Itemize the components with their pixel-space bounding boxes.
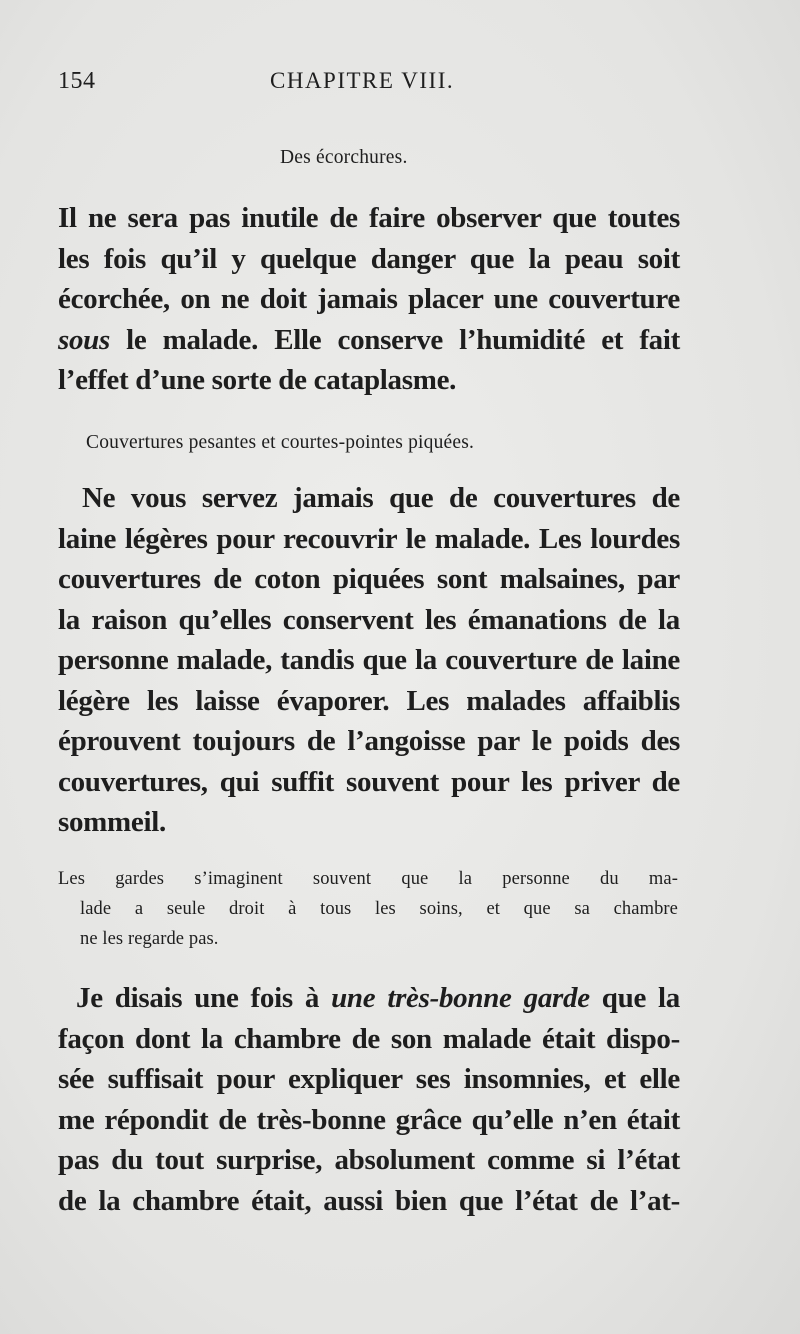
heading-line: lade a seule droit à tous les soins, et que sa chambre: [80, 899, 678, 919]
text-line: me répondit de très-bonne grâce qu’elle n’en était: [58, 1103, 680, 1136]
text-line: [58, 978, 680, 1019]
text-line: Ne vous servez jamais que de couvertures de: [82, 482, 680, 514]
heading-line: ne les regarde pas.: [80, 929, 219, 949]
text-line-rest: le malade. Elle conserve l’humidité et fait: [126, 323, 680, 356]
paragraph-couvertures: [58, 478, 680, 843]
text-line: laine légères pour recouvrir le malade. Les lourdes: [58, 522, 680, 555]
text-line: l’effet d’une sorte de cataplasme.: [58, 364, 457, 396]
text-line: sée suffisait pour expliquer ses insomnies, et elle: [58, 1063, 680, 1095]
italic-word: sous: [58, 323, 110, 356]
text-line: éprouvent toujours de l’angoisse par le poids des: [58, 725, 680, 757]
chapter-title: CHAPITRE VIII.: [270, 68, 455, 93]
text-line-start: Je disais une fois à: [76, 982, 320, 1014]
text-line: de la chambre était, aussi bien que l’état de l’at-: [58, 1184, 680, 1217]
text-line: Il ne sera pas inutile de faire observer que toutes: [58, 202, 680, 234]
paragraph-ecorchures: [58, 198, 680, 401]
text-line: pas du tout surprise, absolument comme si l’état: [58, 1144, 680, 1176]
heading-line: Les gardes s’imaginent souvent que la personne du ma-: [58, 869, 678, 889]
text-line: la raison qu’elles conservent les émanations de la: [58, 603, 680, 636]
text-line: couvertures de coton piquées sont malsaines, par: [58, 563, 680, 595]
text-line: [58, 320, 680, 361]
section-heading-couvertures: Couvertures pesantes et courtes-pointes piquées.: [86, 432, 475, 453]
text-line: écorchée, on ne doit jamais placer une couverture: [58, 283, 680, 315]
page-number: 154: [58, 68, 96, 94]
text-line: couvertures, qui suffit souvent pour les priver de: [58, 765, 680, 798]
page-header: [58, 68, 678, 104]
text-line: sommeil.: [58, 806, 166, 838]
section-heading-gardes: [58, 864, 678, 954]
text-line: façon dont la chambre de son malade était dispo-: [58, 1022, 680, 1055]
text-line: les fois qu’il y quelque danger que la peau soit: [58, 242, 680, 275]
text-line: personne malade, tandis que la couverture de laine: [58, 644, 680, 676]
italic-phrase: une très-bonne garde: [331, 982, 590, 1014]
text-line-end: que la: [601, 982, 680, 1014]
text-line: légère les laisse évaporer. Les malades affaiblis: [58, 684, 680, 717]
section-heading-ecorchures: Des écorchures.: [280, 147, 408, 168]
paragraph-gardes: [58, 978, 680, 1221]
